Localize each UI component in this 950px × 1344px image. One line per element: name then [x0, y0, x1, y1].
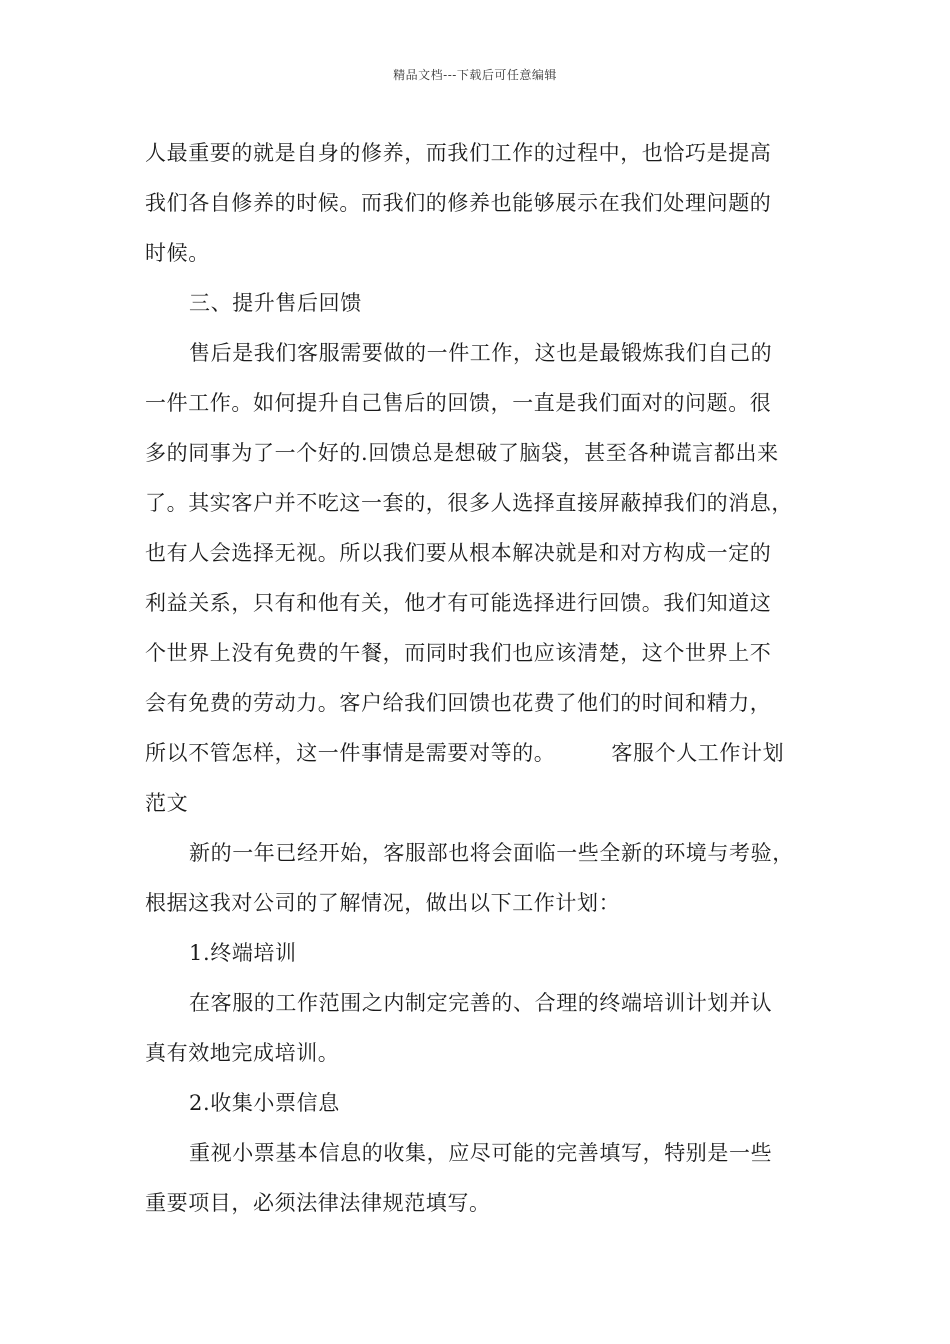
text-line: [145, 728, 813, 778]
text-line: [145, 528, 813, 578]
line-text: 所以不管怎样，这一件事情是需要对等的。: [145, 741, 556, 765]
line-text: 售后是我们客服需要做的一件工作，这也是最锻炼我们自己的: [189, 341, 773, 365]
text-line: [145, 978, 813, 1028]
text-line: [145, 428, 813, 478]
text-line: [145, 578, 813, 628]
line-tail-text: 客服个人工作计划: [611, 741, 785, 765]
list-item-heading: [145, 928, 813, 978]
text-line: [145, 1128, 813, 1178]
text-line: [145, 178, 813, 228]
line-text: 会有免费的劳动力。客户给我们回馈也花费了他们的时间和精力，: [145, 691, 772, 715]
line-text: 新的一年已经开始，客服部也将会面临一些全新的环境与考验，: [189, 841, 794, 865]
text-line: [145, 1028, 813, 1078]
line-text: 个世界上没有免费的午餐，而同时我们也应该清楚，这个世界上不: [145, 641, 772, 665]
list-item-heading: [145, 1078, 813, 1128]
line-text: 利益关系，只有和他有关，他才有可能选择进行回馈。我们知道这: [145, 591, 772, 615]
line-text: 2.收集小票信息: [189, 1091, 340, 1115]
text-line: [145, 328, 813, 378]
line-text: 一件工作。如何提升自己售后的回馈，一直是我们面对的问题。很: [145, 391, 772, 415]
line-text: 根据这我对公司的了解情况，做出以下工作计划：: [145, 891, 621, 915]
page-header: 精品文档---下载后可任意编辑: [393, 68, 557, 82]
text-line: [145, 228, 813, 278]
line-text: 也有人会选择无视。所以我们要从根本解决就是和对方构成一定的: [145, 541, 772, 565]
text-line: [145, 1178, 813, 1228]
document-body: [145, 128, 813, 1228]
line-text: 1.终端培训: [189, 941, 297, 965]
text-line: [145, 778, 813, 828]
line-text: 时候。: [145, 241, 210, 265]
line-text: 了。其实客户并不吃这一套的，很多人选择直接屏蔽掉我们的消息，: [145, 491, 793, 515]
text-line: [145, 828, 813, 878]
text-line: [145, 128, 813, 178]
text-line: [145, 878, 813, 928]
line-text: 我们各自修养的时候。而我们的修养也能够展示在我们处理问题的: [145, 191, 772, 215]
line-text: 重视小票基本信息的收集，应尽可能的完善填写，特别是一些: [189, 1141, 773, 1165]
line-text: 多的同事为了一个好的.回馈总是想破了脑袋，甚至各种谎言都出来: [145, 441, 779, 465]
text-line: [145, 478, 813, 528]
line-text: 人最重要的就是自身的修养，而我们工作的过程中，也恰巧是提高: [145, 141, 772, 165]
section-heading: [145, 278, 813, 328]
text-line: [145, 678, 813, 728]
line-text: 范文: [145, 791, 189, 815]
text-line: [145, 378, 813, 428]
text-line: [145, 628, 813, 678]
line-text: 三、提升售后回馈: [189, 291, 362, 315]
line-text: 真有效地完成培训。: [145, 1041, 340, 1065]
line-text: 在客服的工作范围之内制定完善的、合理的终端培训计划并认: [189, 991, 773, 1015]
line-text: 重要项目，必须法律法律规范填写。: [145, 1191, 491, 1215]
